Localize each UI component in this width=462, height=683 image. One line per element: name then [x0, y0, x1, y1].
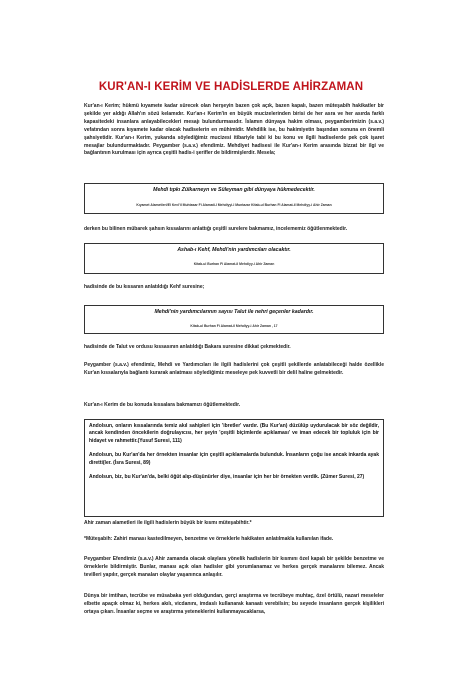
paragraph-7: Ahir zaman alametleri ile ilgili hadislerin büyük bir kısmı müteşabihtir.*: [84, 520, 252, 526]
verse-isra-89: Andolsun, bu Kur'an'da her örnekten insanlar için çeşitli açıklamalarda bulunduk. İnsanların çoğu ise ancak inkarda ayak diretti(ler. (İsra Suresi, 89): [89, 452, 379, 466]
quote-1-source: Kıyamet Alametleri/El Kevl'il Muhtasar Fi Alamati-l Mehdiyyi-l Muntazar Kitab-ul Burhan Fi Alamat-il Mehdiyy-i Ahir Zaman: [136, 203, 332, 207]
verse-yusuf-111: Andolsun, onların kıssalarında temiz akıl sahipleri için 'ibretler' vardır. (Bu Kur'an) düzülüp uydurulacak bir söz değildir, ancak kendinden öncekilerin doğrulayıcısı, her şeyin 'çeşitli biçimlerde açıklaması' ve iman edecek bir topluluk için bir hidayet ve rahmettir.(Yusuf Suresi, 111): [89, 423, 379, 444]
footnote-mutesabih: *Müteşabih: Zahiri manası kastedilmeyen, benzetme ve örneklerle hakikaten anlatılmakla kullanılan ifade.: [84, 536, 334, 542]
paragraph-4: hadisinde de Talut ve ordusu kıssasının anlatıldığı Bakara suresine dikkat çekmektedir.: [84, 344, 291, 350]
verse-zumer-27: Andolsun, biz, bu Kur'an'da, belki öğüt alıp-düşünürler diye, insanlar için her bir örnekten verdik. (Zümer Suresi, 27): [89, 474, 365, 481]
quote-3-source: Kitab-ul Burhan Fi Alamat-il Mehdiyy-i Ahir Zaman , 17: [190, 324, 278, 328]
quote-box-3: [84, 305, 384, 334]
quote-2-text: Ashab-ı Kehf, Mehdi'nin yardımcıları olacaktır.: [177, 247, 291, 253]
verses-box: [84, 419, 384, 517]
paragraph-9: Peygamber Efendimiz (s.a.v.) Ahir zamanda olacak olaylara yönelik hadislerin bir kısmını özel kapalı bir şekilde benzetme ve örneklerle bildirmiştir. Bunlar, manası açık olan hadisler gibi yorumlanamaz ve herkes gerçek manalarını bilemez. Ancak tevilleri yapılır, gerçek manaları olaylar yaşanınca anlaşılır.: [84, 556, 384, 578]
quote-box-1: [84, 183, 384, 214]
quote-box-2: [84, 243, 384, 274]
intro-paragraph: Kur'an-ı Kerim; hükmü kıyamete kadar sürecek olan herşeyin bazen çok açık, bazen kapalı, bazen müteşabih hakikatler bir şekilde yer aldığı Allah'ın sözü kelamıdır. Kur'an-ı Kerim'in en büyük mucizelerinden birisi de her asra ve her asırda farklı kapasitedeki insanlara anlayabilecekleri mesajı bulundurmasıdır. İslamın dünyaya hakim olması, peygamberimizin (s.a.v.) vefatından sonra kıyamete kadar olacak hadiselerin en mühimidir. Mehdilik ise, bu hakimiyetin başından sonuna en önemli şahsiyetidir. Kur'an-ı Kerim, yukarıda söylediğimiz mucizesi itibariyle tabi ki bu konu ve ilgili hadiselerde pek çok işaret mesajlar bulundurmaktadır. Peygamber (s.a.v.) efendimiz. Mehdiyet hadisesi ile Kur'an-ı Kerim arasında bizzat bir ilgi ve bağlantının kurulması için ayrıca çeşitli hadis-i şerifler de bildirmişlerdir. Mesela;: [84, 103, 384, 157]
page-title: KUR'AN-I KERİM VE HADİSLERDE AHİRZAMAN: [98, 81, 364, 93]
paragraph-2: derken bu bilinen mübarek şahsın kıssalarını anlattığı çeşitli surelere bakmamız, incelememiz öğütlenmektedir.: [84, 226, 348, 232]
quote-2-source: Kitab-ul Burhan Fi Alamat-il Mehdiyy-i Ahir Zaman: [193, 262, 275, 266]
paragraph-5: Peygamber (s.a.v.) efendimiz, Mehdi ve Yardımcıları ile ilgili hadislerini çok çeşitli şekillerde anlatabileceği halde özellikle Kur'an kıssalarıyla bağlantı kurarak anlatması söylediğimiz meseleye pek kuvvetli bir delil haline gelmektedir.: [84, 362, 384, 376]
paragraph-3: hadisinde de bu kıssanın anlatıldığı Kehf suresine;: [84, 284, 205, 290]
quote-3-text: Mehdi'nin yardımcılarının sayısı Talut ile nehri geçenler kadardır.: [154, 309, 314, 315]
paragraph-6: Kur'an-ı Kerim de bu konuda kıssalara bakmamızı öğütlemektedir.: [84, 402, 241, 408]
quote-1-text: Mehdi tıpkı Zülkarneyn ve Süleyman gibi dünyaya hükmedecektir.: [153, 187, 315, 193]
paragraph-10: Dünya bir imtihan, tecrübe ve müsabaka yeri olduğundan, gerçi araştırma ve tecrübeye muhtaç, özel örtülü, nazari meseleler elbette apaçık olmaz ki, herkes akılı, vicdanını, imdaslı kullanarak kanaatı verebilsin; bu seyede insanların gerçek kişilikleri ortaya çıkarı. İnsanlar seçme ve araştırma yeteneklerini kullanmayacaklarsa,: [84, 593, 384, 615]
